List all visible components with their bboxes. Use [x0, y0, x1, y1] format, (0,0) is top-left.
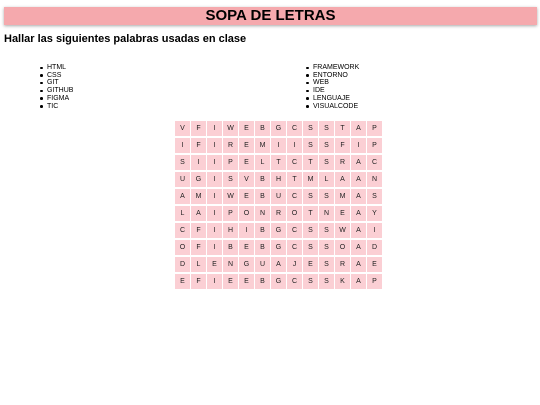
- title-bar: [4, 7, 537, 25]
- grid-cell[interactable]: N: [367, 172, 382, 187]
- grid-cell[interactable]: I: [175, 138, 190, 153]
- grid-cell[interactable]: S: [319, 138, 334, 153]
- grid-cell[interactable]: I: [207, 206, 222, 221]
- grid-cell[interactable]: F: [191, 121, 206, 136]
- grid-cell[interactable]: W: [335, 223, 350, 238]
- grid-cell[interactable]: F: [191, 240, 206, 255]
- grid-cell[interactable]: N: [255, 206, 270, 221]
- grid-cell[interactable]: O: [335, 240, 350, 255]
- grid-cell[interactable]: I: [367, 223, 382, 238]
- grid-cell[interactable]: A: [271, 257, 286, 272]
- grid-cell[interactable]: F: [191, 223, 206, 238]
- grid-cell[interactable]: A: [175, 189, 190, 204]
- grid-cell[interactable]: P: [367, 274, 382, 289]
- grid-cell[interactable]: E: [239, 189, 254, 204]
- grid-cell[interactable]: F: [191, 274, 206, 289]
- grid-cell[interactable]: K: [335, 274, 350, 289]
- grid-cell[interactable]: E: [239, 138, 254, 153]
- grid-cell[interactable]: I: [207, 138, 222, 153]
- grid-cell[interactable]: S: [303, 240, 318, 255]
- grid-cell[interactable]: A: [351, 121, 366, 136]
- grid-cell[interactable]: P: [223, 155, 238, 170]
- grid-cell[interactable]: E: [303, 257, 318, 272]
- grid-cell[interactable]: S: [319, 257, 334, 272]
- grid-cell[interactable]: E: [223, 274, 238, 289]
- grid-cell[interactable]: A: [351, 223, 366, 238]
- grid-cell[interactable]: A: [351, 206, 366, 221]
- grid-cell[interactable]: U: [255, 257, 270, 272]
- grid-cell[interactable]: A: [335, 172, 350, 187]
- grid-cell[interactable]: U: [175, 172, 190, 187]
- grid-cell[interactable]: M: [191, 189, 206, 204]
- grid-cell[interactable]: G: [271, 223, 286, 238]
- grid-cell[interactable]: G: [239, 257, 254, 272]
- grid-cell[interactable]: B: [255, 240, 270, 255]
- grid-cell[interactable]: G: [271, 274, 286, 289]
- grid-cell[interactable]: G: [191, 172, 206, 187]
- page-title: SOPA DE LETRAS: [205, 7, 336, 24]
- word-list-left: [40, 64, 73, 110]
- grid-cell[interactable]: S: [367, 189, 382, 204]
- grid-cell[interactable]: L: [191, 257, 206, 272]
- grid-cell[interactable]: C: [287, 240, 302, 255]
- grid-cell[interactable]: E: [335, 206, 350, 221]
- grid-cell[interactable]: I: [207, 189, 222, 204]
- word-list-item: CSS: [40, 72, 73, 80]
- grid-cell[interactable]: M: [335, 189, 350, 204]
- grid-cell[interactable]: B: [255, 172, 270, 187]
- word-list-item: GITHUB: [40, 87, 73, 95]
- instructions-text: Hallar las siguientes palabras usadas en clase: [4, 33, 247, 45]
- grid-cell[interactable]: L: [255, 155, 270, 170]
- word-list-item: GIT: [40, 79, 73, 87]
- grid-cell[interactable]: E: [239, 155, 254, 170]
- word-list-item: TIC: [40, 103, 73, 111]
- grid-cell[interactable]: J: [287, 257, 302, 272]
- grid-cell[interactable]: T: [287, 172, 302, 187]
- grid-cell[interactable]: E: [207, 257, 222, 272]
- grid-cell[interactable]: S: [303, 223, 318, 238]
- grid-cell[interactable]: E: [239, 121, 254, 136]
- grid-cell[interactable]: D: [175, 257, 190, 272]
- grid-cell[interactable]: I: [207, 172, 222, 187]
- grid-cell[interactable]: R: [271, 206, 286, 221]
- word-list-item: IDE: [306, 87, 359, 95]
- grid-cell[interactable]: S: [175, 155, 190, 170]
- grid-cell[interactable]: B: [255, 189, 270, 204]
- grid-cell[interactable]: U: [271, 189, 286, 204]
- grid-cell[interactable]: C: [287, 223, 302, 238]
- grid-cell[interactable]: O: [287, 206, 302, 221]
- grid-cell[interactable]: I: [207, 155, 222, 170]
- grid-cell[interactable]: I: [287, 138, 302, 153]
- grid-cell[interactable]: G: [271, 121, 286, 136]
- letter-grid: [175, 121, 382, 289]
- grid-cell[interactable]: E: [239, 274, 254, 289]
- grid-cell[interactable]: A: [351, 257, 366, 272]
- grid-cell[interactable]: I: [207, 121, 222, 136]
- grid-cell[interactable]: S: [303, 189, 318, 204]
- grid-cell[interactable]: A: [351, 240, 366, 255]
- grid-cell[interactable]: W: [223, 189, 238, 204]
- word-list-item: FIGMA: [40, 95, 73, 103]
- grid-cell[interactable]: R: [335, 257, 350, 272]
- grid-cell[interactable]: E: [239, 240, 254, 255]
- grid-cell[interactable]: C: [287, 121, 302, 136]
- grid-cell[interactable]: P: [223, 206, 238, 221]
- grid-cell[interactable]: S: [223, 172, 238, 187]
- grid-cell[interactable]: W: [223, 121, 238, 136]
- grid-cell[interactable]: L: [319, 172, 334, 187]
- grid-cell[interactable]: A: [351, 172, 366, 187]
- grid-cell[interactable]: B: [255, 121, 270, 136]
- grid-cell[interactable]: T: [271, 155, 286, 170]
- grid-cell[interactable]: C: [175, 223, 190, 238]
- grid-cell[interactable]: I: [191, 155, 206, 170]
- grid-cell[interactable]: T: [303, 206, 318, 221]
- grid-cell[interactable]: S: [319, 274, 334, 289]
- grid-cell[interactable]: S: [303, 138, 318, 153]
- grid-cell[interactable]: R: [223, 138, 238, 153]
- word-list-item: ENTORNO: [306, 72, 359, 80]
- grid-cell[interactable]: A: [351, 189, 366, 204]
- grid-cell[interactable]: S: [319, 189, 334, 204]
- grid-cell[interactable]: B: [255, 274, 270, 289]
- grid-cell[interactable]: E: [175, 274, 190, 289]
- grid-cell[interactable]: H: [223, 223, 238, 238]
- grid-cell[interactable]: Y: [367, 206, 382, 221]
- grid-cell[interactable]: C: [287, 155, 302, 170]
- grid-cell[interactable]: G: [271, 240, 286, 255]
- grid-cell[interactable]: L: [175, 206, 190, 221]
- grid-cell[interactable]: S: [319, 240, 334, 255]
- grid-cell[interactable]: B: [255, 223, 270, 238]
- word-list-item: VISUALCODE: [306, 103, 359, 111]
- grid-cell[interactable]: O: [239, 206, 254, 221]
- grid-cell[interactable]: S: [319, 155, 334, 170]
- grid-cell[interactable]: C: [287, 274, 302, 289]
- grid-cell[interactable]: S: [319, 121, 334, 136]
- word-list-item: LENGUAJE: [306, 95, 359, 103]
- grid-cell[interactable]: S: [303, 121, 318, 136]
- grid-cell[interactable]: P: [367, 121, 382, 136]
- grid-cell[interactable]: P: [367, 138, 382, 153]
- grid-cell[interactable]: A: [351, 274, 366, 289]
- grid-cell[interactable]: A: [191, 206, 206, 221]
- grid-cell[interactable]: C: [367, 155, 382, 170]
- grid-cell[interactable]: S: [303, 274, 318, 289]
- grid-cell[interactable]: F: [335, 138, 350, 153]
- grid-cell[interactable]: A: [351, 155, 366, 170]
- grid-cell[interactable]: V: [175, 121, 190, 136]
- grid-cell[interactable]: I: [207, 223, 222, 238]
- grid-cell[interactable]: O: [175, 240, 190, 255]
- word-list-item: WEB: [306, 79, 359, 87]
- grid-cell[interactable]: I: [239, 223, 254, 238]
- grid-cell[interactable]: I: [207, 274, 222, 289]
- grid-cell[interactable]: M: [255, 138, 270, 153]
- grid-cell[interactable]: N: [223, 257, 238, 272]
- grid-cell[interactable]: F: [191, 138, 206, 153]
- grid-cell[interactable]: S: [319, 223, 334, 238]
- grid-cell[interactable]: R: [335, 155, 350, 170]
- grid-cell[interactable]: M: [303, 172, 318, 187]
- word-list-item: HTML: [40, 64, 73, 72]
- grid-cell[interactable]: T: [335, 121, 350, 136]
- grid-cell[interactable]: H: [271, 172, 286, 187]
- grid-cell[interactable]: V: [239, 172, 254, 187]
- grid-cell[interactable]: T: [303, 155, 318, 170]
- word-list-right: [306, 64, 359, 110]
- grid-cell[interactable]: B: [223, 240, 238, 255]
- grid-cell[interactable]: D: [367, 240, 382, 255]
- grid-cell[interactable]: N: [319, 206, 334, 221]
- grid-cell[interactable]: E: [367, 257, 382, 272]
- word-list-item: FRAMEWORK: [306, 64, 359, 72]
- grid-cell[interactable]: I: [271, 138, 286, 153]
- grid-cell[interactable]: C: [287, 189, 302, 204]
- grid-cell[interactable]: I: [207, 240, 222, 255]
- grid-cell[interactable]: I: [351, 138, 366, 153]
